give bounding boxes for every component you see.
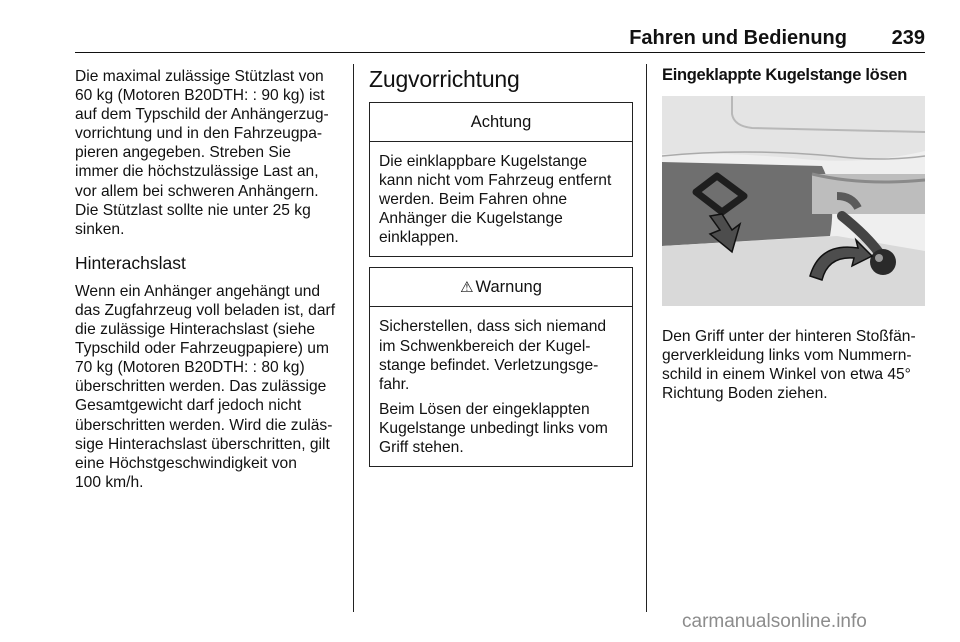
warning-triangle-icon: ⚠: [460, 279, 474, 297]
column-middle: [369, 64, 633, 477]
warning-label: Warnung: [475, 278, 542, 297]
warning-header: [370, 268, 632, 307]
hinterachslast-paragraph: Wenn ein Anhänger angehängt und das Zugfahrzeug voll beladen ist, darf die zulässige Hinterachslast (siehe Typschild oder Fahrzeugpapiere) um 70 kg (Motoren B20DTH: : 80 kg) überschritten werden. Das zulässige Gesamtgewicht darf jedoch nicht überschritten werden. Wird die zuläs- sige Hinterachslast überschritten, gilt eine Höchstgeschwindigkeit von 100 km/h.: [75, 282, 336, 491]
release-instruction: Den Griff unter der hinteren Stoßfän- gerverkleidung links vom Nummern- schild in einem Winkel von etwa 45° Richtung Boden ziehen.: [662, 328, 916, 403]
caution-text: Die einklappbare Kugelstange kann nicht vom Fahrzeug entfernt werden. Beim Fahren ohne Anhänger die Kugelstange einklappen.: [379, 153, 612, 247]
column-divider-left: [353, 64, 354, 612]
towbar-release-illustration: [662, 96, 925, 306]
watermark-text: carmanualsonline.info: [682, 611, 867, 632]
heading-kugelstange-loesen: Eingeklappte Kugelstange lösen: [662, 66, 907, 84]
section-title: Fahren und Bedienung: [629, 27, 847, 49]
column-right: [662, 64, 927, 403]
page-number: 239: [891, 27, 925, 49]
intro-paragraph: Die maximal zulässige Stützlast von 60 kg (Motoren B20DTH: : 90 kg) ist auf dem Typschild der Anhängerzug- vorrichtung und in den Fahrzeugpa- pieren angegeben. Streben Sie immer die höchstzulässige Last an, vor allem bei schweren Anhängern. Die Stützlast sollte nie unter 25 kg sinken.: [75, 68, 329, 238]
warning-box: [369, 267, 633, 467]
column-divider-right: [646, 64, 647, 612]
caution-label: Achtung: [370, 103, 632, 142]
heading-hinterachslast: Hinterachslast: [75, 252, 186, 273]
heading-zugvorrichtung: Zugvorrichtung: [369, 66, 520, 92]
warning-text-2: Beim Lösen der eingeklappten Kugelstange unbedingt links vom Griff stehen.: [379, 400, 608, 457]
page-header: [75, 26, 925, 53]
caution-box: [369, 102, 633, 257]
warning-text-1: Sicherstellen, dass sich niemand im Schwenkbereich der Kugel- stange befindet. Verletzungsge- fahr.: [379, 318, 607, 393]
column-left: [75, 64, 340, 492]
